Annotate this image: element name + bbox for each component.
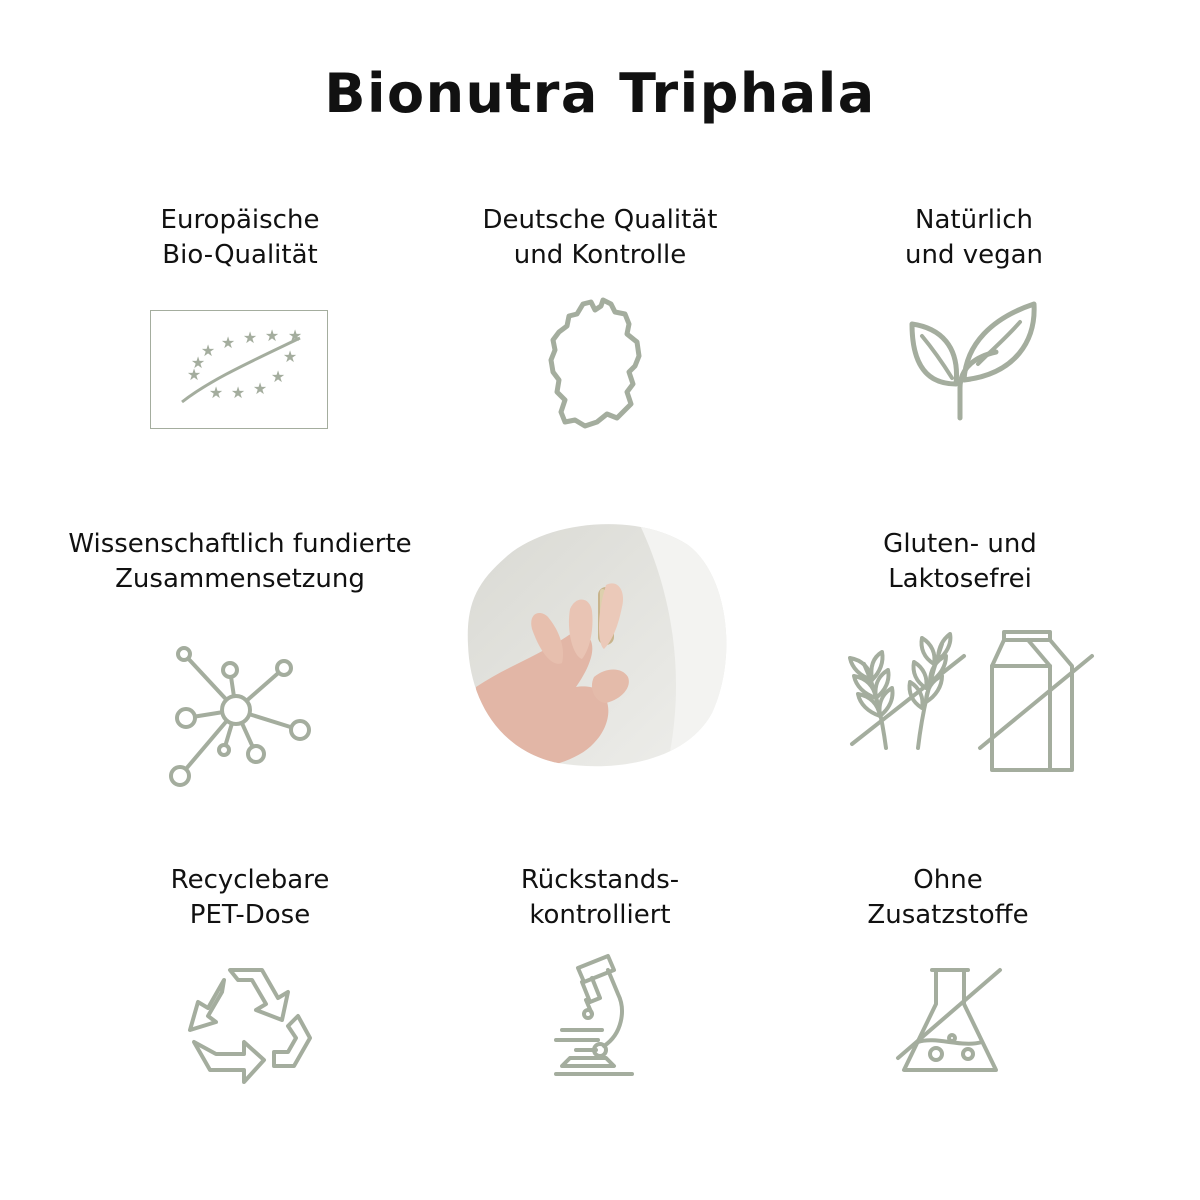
molecule-network-icon xyxy=(166,644,314,792)
feature-label-eu-organic xyxy=(80,203,400,273)
svg-text:★: ★ xyxy=(282,347,298,366)
feature-line: Gluten- und xyxy=(883,529,1037,559)
svg-text:★: ★ xyxy=(220,333,236,352)
page-title: Bionutra Triphala xyxy=(324,62,876,125)
feature-line: kontrolliert xyxy=(529,900,671,930)
svg-text:★: ★ xyxy=(287,326,303,345)
feature-label-residue-controlled xyxy=(440,863,760,933)
svg-text:★: ★ xyxy=(242,328,258,347)
feature-label-german-quality xyxy=(440,203,760,273)
svg-text:★: ★ xyxy=(252,379,268,398)
feature-line: und Kontrolle xyxy=(513,240,687,270)
sprout-icon xyxy=(908,300,1040,422)
feature-line: PET-Dose xyxy=(189,900,311,930)
recycle-icon xyxy=(186,962,314,1088)
eu-organic-leaf-icon xyxy=(150,310,328,429)
svg-text:★: ★ xyxy=(190,353,206,372)
feature-label-no-additives xyxy=(788,863,1108,933)
feature-line: Natürlich xyxy=(915,205,1033,235)
feature-line: Laktosefrei xyxy=(888,564,1032,594)
microscope-icon xyxy=(552,954,638,1078)
flask-crossed-icon xyxy=(896,966,1004,1076)
feature-line: Zusammensetzung xyxy=(115,564,365,594)
feature-line: Bio-Qualität xyxy=(162,240,318,270)
feature-line: Wissenschaftlich fundierte xyxy=(68,529,412,559)
feature-label-scientific xyxy=(50,527,430,597)
wheat-milk-crossed-icon xyxy=(846,628,1098,774)
svg-text:★: ★ xyxy=(186,365,202,384)
svg-text:★: ★ xyxy=(208,383,224,402)
feature-line: Recyclebare xyxy=(170,865,330,895)
feature-line: Europäische xyxy=(160,205,320,235)
feature-line: Rückstands- xyxy=(520,865,680,895)
feature-line: und vegan xyxy=(904,240,1044,270)
feature-line: Deutsche Qualität xyxy=(482,205,718,235)
svg-text:★: ★ xyxy=(264,326,280,345)
feature-label-natural-vegan xyxy=(814,203,1134,273)
svg-text:★: ★ xyxy=(270,367,286,386)
product-photo-hand-capsule xyxy=(466,517,734,771)
feature-line: Ohne xyxy=(913,865,983,895)
feature-line: Zusatzstoffe xyxy=(867,900,1029,930)
svg-text:★: ★ xyxy=(230,383,246,402)
germany-map-icon xyxy=(543,296,648,432)
svg-text:★: ★ xyxy=(200,341,216,360)
feature-label-gluten-lactose-free xyxy=(800,527,1120,597)
feature-label-recyclable xyxy=(90,863,410,933)
